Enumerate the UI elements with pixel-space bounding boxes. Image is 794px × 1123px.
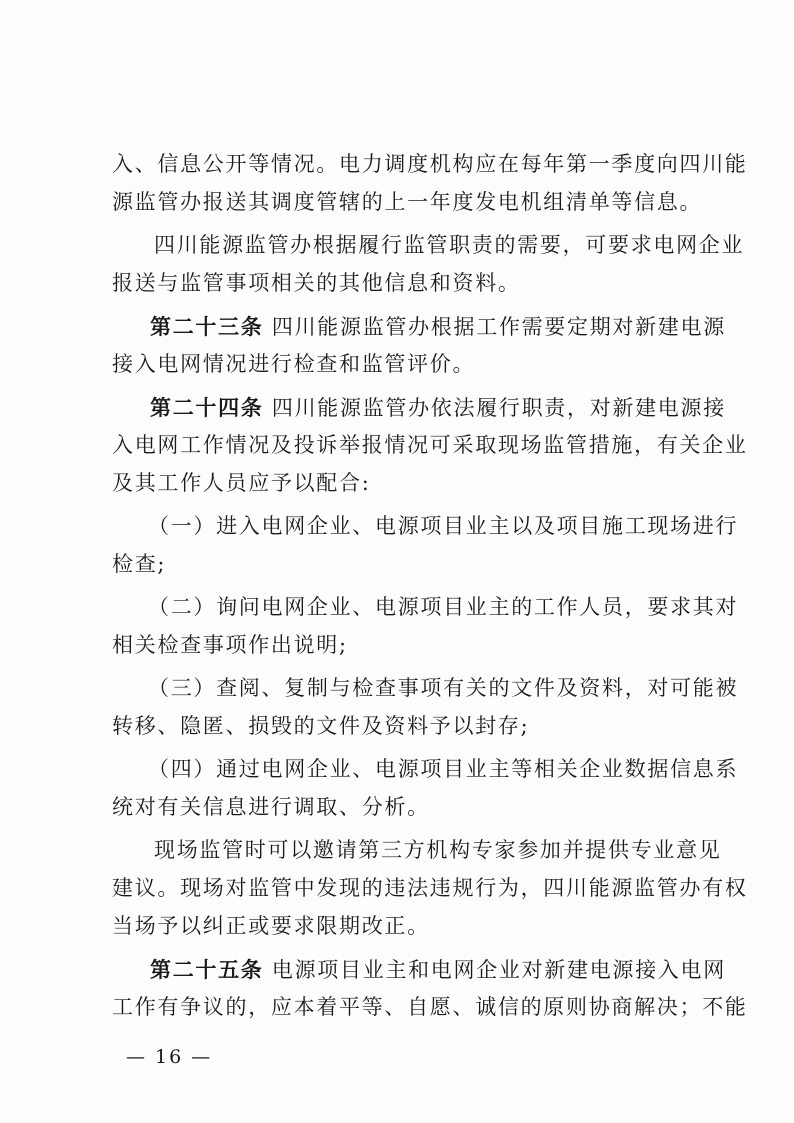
text-line: 当场予以纠正或要求限期改正。 bbox=[112, 914, 430, 938]
text-line: 工作有争议的，应本着平等、自愿、诚信的原则协商解决；不能 bbox=[112, 995, 748, 1019]
text-line: 入、信息公开等情况。电力调度机构应在每年第一季度向四川能 bbox=[112, 152, 748, 176]
text-line: 及其工作人员应予以配合: bbox=[112, 471, 371, 495]
text-line: 四川能源监管办根据履行监管职责的需要，可要求电网企业 bbox=[154, 233, 745, 257]
text-line: 现场监管时可以邀请第三方机构专家参加并提供专业意见 bbox=[154, 838, 722, 862]
list-item-line: （四）通过电网企业、电源项目业主等相关企业数据信息系 bbox=[148, 757, 739, 781]
text-line: 统对有关信息进行调取、分析。 bbox=[112, 795, 430, 819]
page-number: — 16 — bbox=[126, 1046, 213, 1068]
text-line: 报送与监管事项相关的其他信息和资料。 bbox=[112, 271, 521, 295]
article-line: 第二十三条 四川能源监管办根据工作需要定期对新建电源 bbox=[150, 314, 726, 339]
list-item-line: （一）进入电网企业、电源项目业主以及项目施工现场进行 bbox=[148, 514, 739, 538]
text-line: 转移、隐匿、损毁的文件及资料予以封存; bbox=[112, 714, 530, 738]
text-line: 建议。现场对监管中发现的违法违规行为，四川能源监管办有权 bbox=[112, 876, 748, 900]
text-line: 源监管办报送其调度管辖的上一年度发电机组清单等信息。 bbox=[112, 190, 703, 214]
article-line: 第二十四条 四川能源监管办依法履行职责，对新建电源接 bbox=[150, 395, 726, 420]
article-heading: 第二十三条 bbox=[150, 314, 264, 339]
text-line: 入电网工作情况及投诉举报情况可采取现场监管措施，有关企业 bbox=[112, 433, 748, 457]
list-item-line: （二）询问电网企业、电源项目业主的工作人员，要求其对 bbox=[148, 595, 739, 619]
article-line: 第二十五条 电源项目业主和电网企业对新建电源接入电网 bbox=[150, 957, 726, 982]
article-heading: 第二十四条 bbox=[150, 395, 264, 420]
text-line: 相关检查事项作出说明; bbox=[112, 633, 348, 657]
article-heading: 第二十五条 bbox=[150, 957, 264, 982]
text-line: 检查; bbox=[112, 552, 167, 576]
list-item-line: （三）查阅、复制与检查事项有关的文件及资料，对可能被 bbox=[148, 676, 739, 700]
text-line: 接入电网情况进行检查和监管评价。 bbox=[112, 352, 476, 376]
